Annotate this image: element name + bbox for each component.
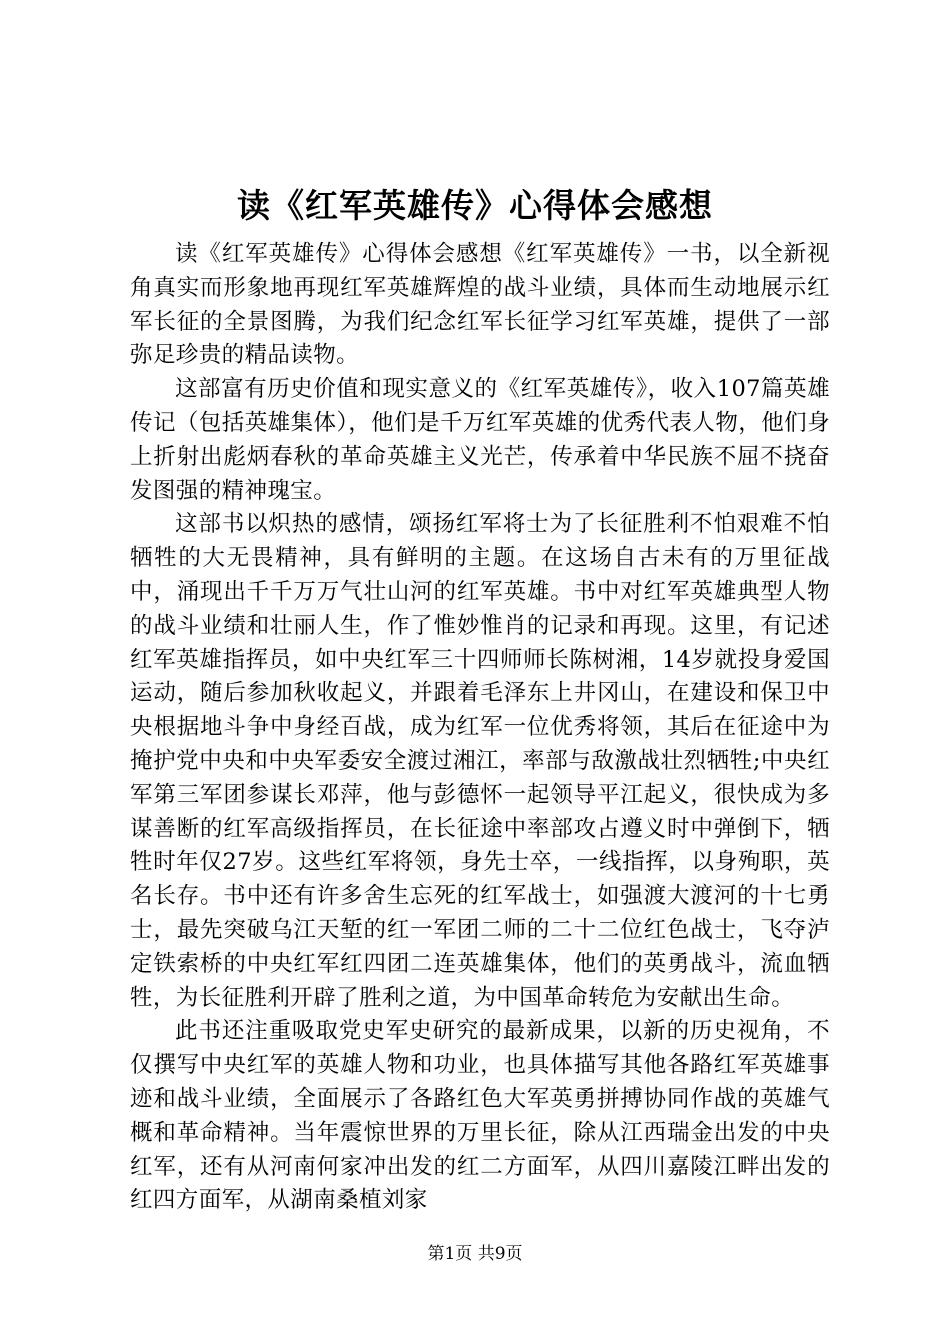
paragraph-4: 此书还注重吸取党史军史研究的最新成果，以新的历史视角，不仅撰写中央红军的英雄人物和功业，也具体描写其他各路红军英雄事迹和战斗业绩，全面展示了各路红色大军英勇拼搏协同作战的英雄气概和革命精神。当年震惊世界的万里长征，除从江西瑞金出发的中央红军，还有从河南何家冲出发的红二方面军，从四川嘉陵江畔出发的红四方面军，从湖南桑植刘家: [130, 1018, 830, 1214]
document-title: 读《红军英雄传》心得体会感想: [237, 186, 713, 225]
paragraph-3: 这部书以炽热的感情，颂扬红军将士为了长征胜利不怕艰难不怕牺牲的大无畏精神，具有鲜明的主题。在这场自古未有的万里征战中，涌现出千千万万气壮山河的红军英雄。书中对红军英雄典型人物的战斗业绩和壮丽人生，作了惟妙惟肖的记录和再现。这里，有记述红军英雄指挥员，如中央红军三十四师师长陈树湘，14岁就投身爱国运动，随后参加秋收起义，并跟着毛泽东上井冈山，在建设和保卫中央根据地斗争中身经百战，成为红军一位优秀将领，其后在征途中为掩护党中央和中央军委安全渡过湘江，率部与敌激战壮烈牺牲;中央红军第三军团参谋长邓萍，他与彭德怀一起领导平江起义，很快成为多谋善断的红军高级指挥员，在长征途中率部攻占遵义时中弹倒下，牺牲时年仅27岁。这些红军将领，身先士卒，一线指挥，以身殉职，英名长存。书中还有许多舍生忘死的红军战士，如强渡大渡河的十七勇士，最先突破乌江天堑的红一军团二师的二十二位红色战士，飞夺泸定铁索桥的中央红军红四团二连英雄集体，他们的英勇战斗，流血牺牲，为长征胜利开辟了胜利之道，为中国革命转危为安献出生命。: [130, 511, 830, 1011]
paragraph-1: 读《红军英雄传》心得体会感想《红军英雄传》一书，以全新视角真实而形象地再现红军英雄辉煌的战斗业绩，具体而生动地展示红军长征的全景图腾，为我们纪念红军长征学习红军英雄，提供了一部弥足珍贵的精品读物。: [130, 241, 830, 369]
document-body: [130, 238, 830, 1218]
paragraph-2: 这部富有历史价值和现实意义的《红军英雄传》，收入107篇英雄传记（包括英雄集体），他们是千万红军英雄的优秀代表人物，他们身上折射出彪炳春秋的革命英雄主义光芒，传承着中华民族不屈不挠奋发图强的精神瑰宝。: [130, 376, 830, 504]
page-number-footer: 第1页 共9页: [427, 1244, 523, 1264]
